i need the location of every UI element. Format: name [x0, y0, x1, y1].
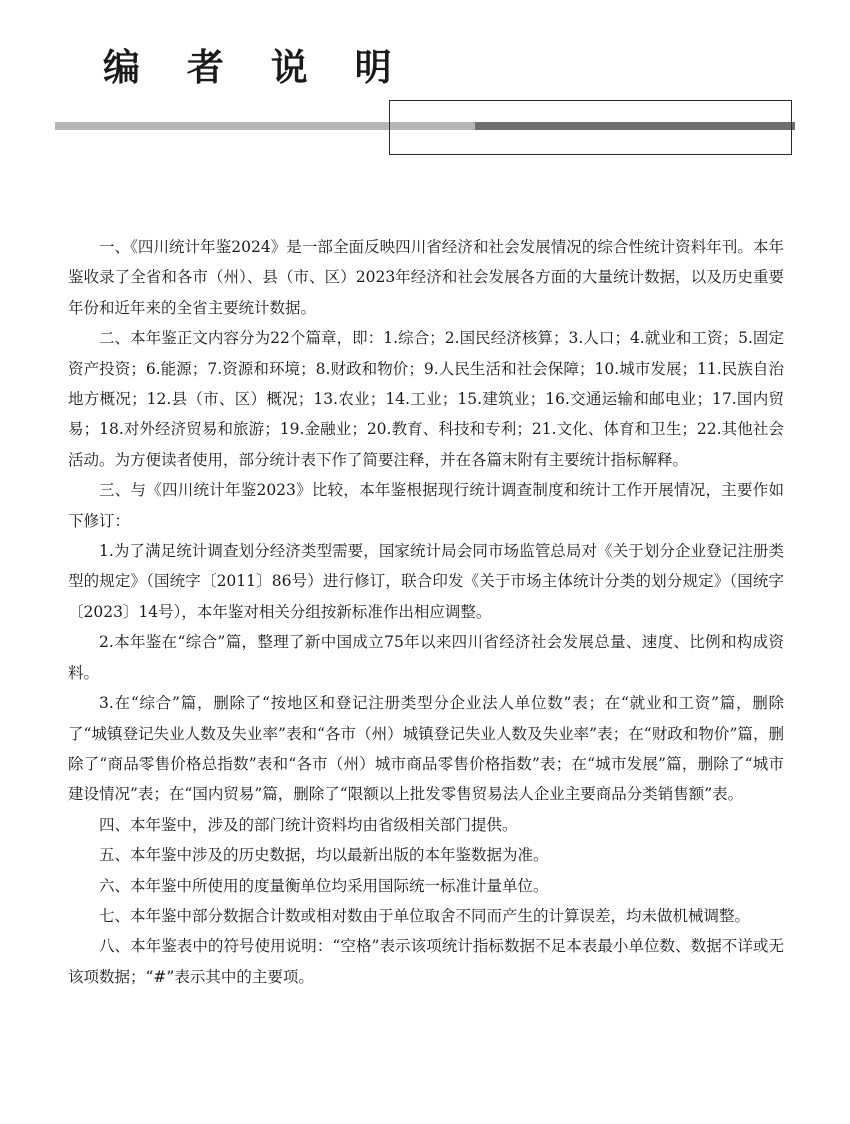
- page-title: 编 者 说 明: [103, 46, 409, 89]
- paragraph-5: 五、本年鉴中涉及的历史数据，均以最新出版的本年鉴数据为准。: [99, 846, 549, 865]
- paragraph-4: 四、本年鉴中，涉及的部门统计资料均由省级相关部门提供。: [99, 815, 518, 834]
- body-text: [68, 232, 784, 992]
- paragraph-3: 三、与《四川统计年鉴2023》比较，本年鉴根据现行统计调查制度和统计工作开展情况，主要作如下修订：: [68, 481, 784, 530]
- paragraph-2: 二、本年鉴正文内容分为22个篇章，即：1.综合；2.国民经济核算；3.人口；4.就业和工资；5.固定资产投资；6.能源；7.资源和环境；8.财政和物价；9.人民生活和社会保障；10.城市发展；11.民族自治地方概况；12.县（市、区）概况；13.农业；14.工业；15.建筑业；16.交通运输和邮电业；17.国内贸易；18.对外经济贸易和旅游；19.金融业；20.教育、科技和专利；21.文化、体育和卫生；22.其他社会活动。为方便读者使用，部分统计表下作了简要注释，并在各篇末附有主要统计指标解释。: [68, 329, 784, 469]
- paragraph-3-item-2: 2.本年鉴在“综合”篇，整理了新中国成立75年以来四川省经济社会发展总量、速度、比例和构成资料。: [68, 633, 784, 682]
- paragraph-6: 六、本年鉴中所使用的度量衡单位均采用国际统一标准计量单位。: [99, 876, 549, 895]
- header-title-box: [389, 100, 792, 155]
- paragraph-7: 七、本年鉴中部分数据合计数或相对数由于单位取舍不同而产生的计算误差，均未做机械调整。: [99, 906, 751, 925]
- paragraph-8: 八、本年鉴表中的符号使用说明：“空格”表示该项统计指标数据不足本表最小单位数、数据不详或无该项数据；“#”表示其中的主要项。: [68, 937, 784, 986]
- paragraph-1: 一、《四川统计年鉴2024》是一部全面反映四川省经济和社会发展情况的综合性统计资料年刊。本年鉴收录了全省和各市（州）、县（市、区）2023年经济和社会发展各方面的大量统计数据，以及历史重要年份和近年来的全省主要统计数据。: [68, 238, 784, 317]
- paragraph-3-item-3: 3.在“综合”篇，删除了“按地区和登记注册类型分企业法人单位数”表；在“就业和工资”篇，删除了“城镇登记失业人数及失业率”表和“各市（州）城镇登记失业人数及失业率”表；在“财政和物价”篇，删除了“商品零售价格总指数”表和“各市（州）城市商品零售价格指数”表；在“城市发展”篇，删除了“城市建设情况”表；在“国内贸易”篇，删除了“限额以上批发零售贸易法人企业主要商品分类销售额”表。: [68, 694, 784, 804]
- paragraph-3-item-1: 1.为了满足统计调查划分经济类型需要，国家统计局会同市场监管总局对《关于划分企业登记注册类型的规定》（国统字〔2011〕86号）进行修订，联合印发《关于市场主体统计分类的划分规定》（国统字〔2023〕14号），本年鉴对相关分组按新标准作出相应调整。: [68, 542, 784, 621]
